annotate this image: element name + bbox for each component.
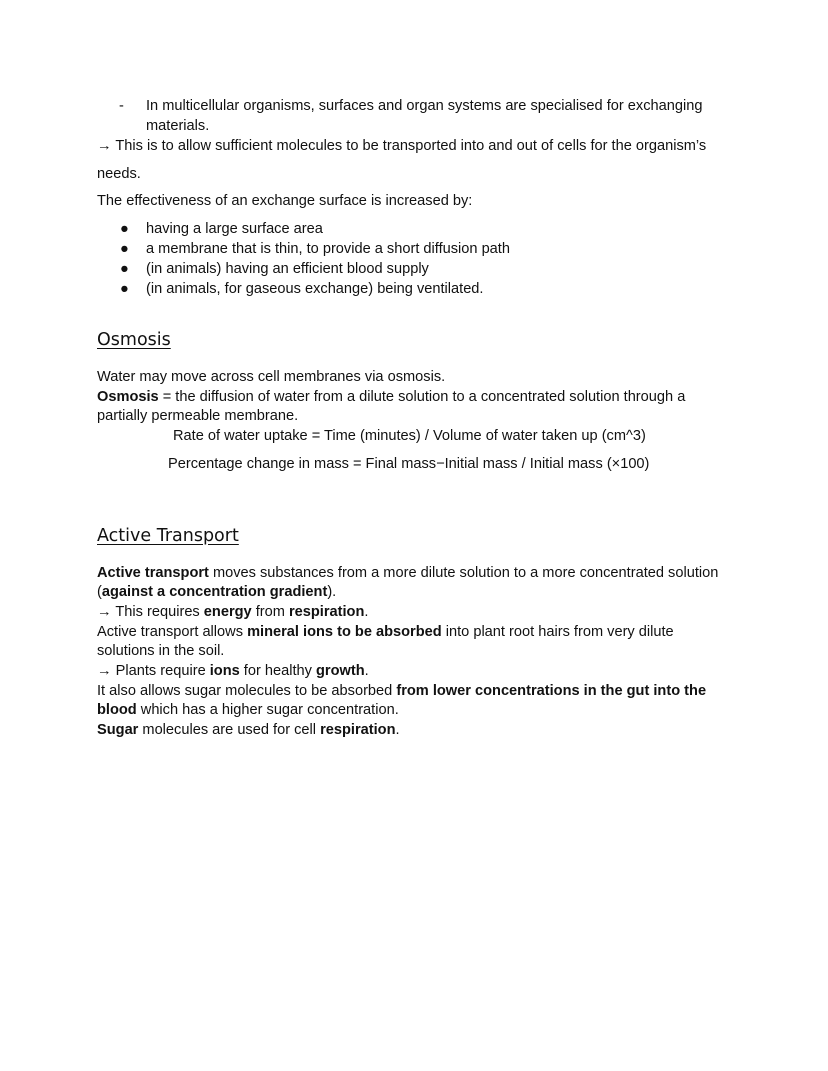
text: It also allows sugar molecules to be absorbed xyxy=(97,683,397,699)
bold-text: mineral ions to be absorbed xyxy=(247,624,442,640)
text: → This requires xyxy=(97,604,204,620)
arrow-line: → This is to allow sufficient molecules to be transported into and out of cells for the organism’s xyxy=(97,138,707,154)
bullet-item: a membrane that is thin, to provide a short diffusion path xyxy=(146,241,510,257)
text-line xyxy=(97,642,224,660)
dash-item-line: materials. xyxy=(146,118,210,134)
text-line xyxy=(97,583,336,601)
formula-percentage-change: Percentage change in mass = Final mass−Initial mass / Initial mass (×100) xyxy=(168,456,650,472)
bullet-icon: ● xyxy=(120,281,129,297)
text-line xyxy=(97,407,298,425)
text: . xyxy=(364,604,369,620)
bullet-item: having a large surface area xyxy=(146,221,323,237)
bold-text: Sugar xyxy=(97,722,139,738)
text-line xyxy=(97,721,400,739)
bold-text: respiration xyxy=(320,722,396,738)
text-line xyxy=(97,701,399,719)
active-transport-heading: Active Transport xyxy=(97,526,239,546)
bold-text: growth xyxy=(316,663,365,679)
text: molecules are used for cell xyxy=(138,722,321,738)
bold-text: from lower concentrations in the gut into the xyxy=(396,683,707,699)
text: into plant root hairs from very dilute xyxy=(441,624,674,640)
bold-text: Osmosis xyxy=(97,389,159,405)
osmosis-heading: Osmosis xyxy=(97,330,171,350)
text-line xyxy=(97,564,718,582)
text-line xyxy=(97,388,685,406)
text: . xyxy=(395,722,400,738)
dash-item-line: In multicellular organisms, surfaces and organ systems are specialised for exchanging xyxy=(146,98,703,114)
bold-text: against a concentration gradient xyxy=(101,584,328,600)
text: ( xyxy=(97,584,102,600)
bold-text: respiration xyxy=(288,604,365,620)
text: . xyxy=(364,663,369,679)
text: → Plants require xyxy=(97,663,210,679)
bullet-icon: ● xyxy=(120,221,129,237)
text: moves substances from a more dilute solution to a more concentrated solution xyxy=(208,565,719,581)
text: solutions in the soil. xyxy=(97,643,225,659)
bullet-icon: ● xyxy=(120,241,129,257)
text: partially permeable membrane. xyxy=(97,408,299,424)
arrow-line: needs. xyxy=(97,166,141,182)
text-line xyxy=(97,682,706,700)
text: which has a higher sugar concentration. xyxy=(136,702,399,718)
bold-text: Active transport xyxy=(97,565,209,581)
text: Water may move across cell membranes via osmosis. xyxy=(97,369,446,385)
text: Active transport allows xyxy=(97,624,248,640)
bold-text: energy xyxy=(203,604,252,620)
bullet-item: (in animals) having an efficient blood supply xyxy=(146,261,429,277)
bold-text: ions xyxy=(209,663,240,679)
text-line xyxy=(97,662,369,680)
text-line xyxy=(97,603,368,621)
bold-text: blood xyxy=(97,702,137,718)
text: for healthy xyxy=(239,663,317,679)
text: ). xyxy=(327,584,337,600)
text: = the diffusion of water from a dilute solution to a concentrated solution through a xyxy=(158,389,686,405)
text-line xyxy=(97,368,445,386)
bullet-item: (in animals, for gaseous exchange) being ventilated. xyxy=(146,281,484,297)
lead-text: The effectiveness of an exchange surface is increased by: xyxy=(97,193,473,209)
bullet-icon: ● xyxy=(120,261,129,277)
text: from xyxy=(251,604,289,620)
formula-water-uptake: Rate of water uptake = Time (minutes) / Volume of water taken up (cm^3) xyxy=(173,428,646,444)
dash-marker: - xyxy=(119,98,124,114)
text-line xyxy=(97,623,674,641)
